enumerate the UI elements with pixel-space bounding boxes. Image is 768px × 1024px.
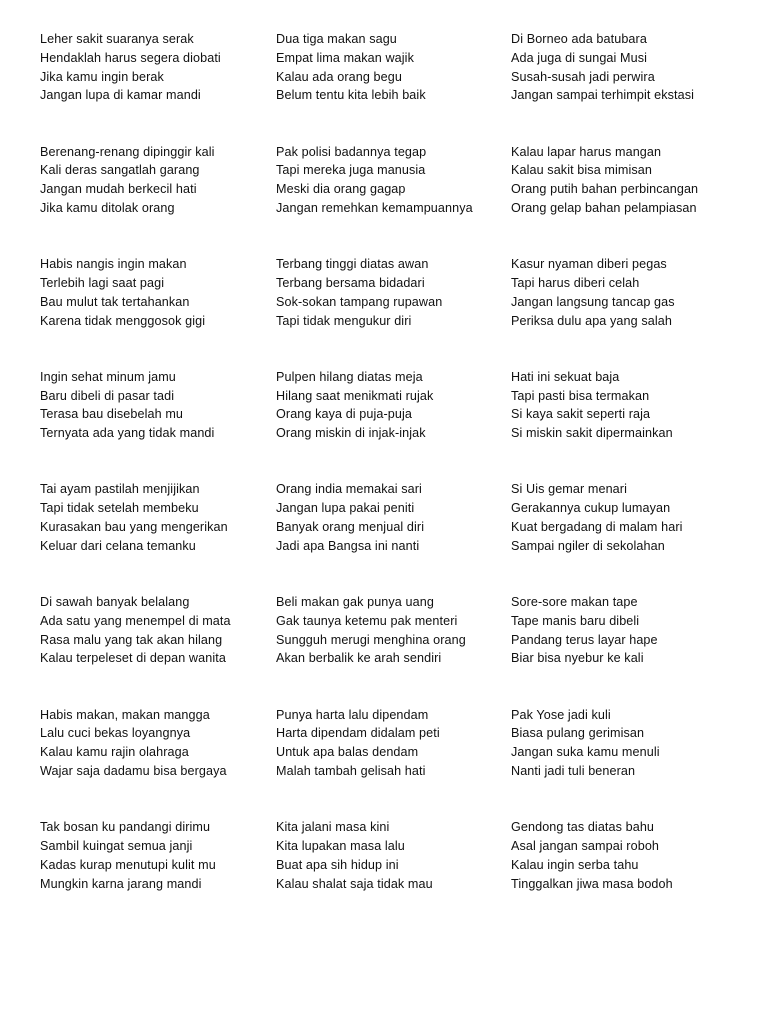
pantun-grid xyxy=(40,30,760,931)
pantun-line: Malah tambah gelisah hati xyxy=(276,763,426,778)
pantun-line: Tape manis baru dibeli xyxy=(511,613,640,628)
pantun-line: Ada satu yang menempel di mata xyxy=(40,613,231,628)
pantun-line: Pulpen hilang diatas meja xyxy=(276,369,423,384)
pantun-line: Hati ini sekuat baja xyxy=(511,369,620,384)
pantun-line: Jadi apa Bangsa ini nanti xyxy=(276,538,420,553)
pantun-line: Terlebih lagi saat pagi xyxy=(40,275,165,290)
pantun-line: Hilang saat menikmati rujak xyxy=(276,388,434,403)
pantun-line: Terbang tinggi diatas awan xyxy=(276,257,429,272)
pantun-line: Tapi pasti bisa termakan xyxy=(511,388,650,403)
pantun-line: Rasa malu yang tak akan hilang xyxy=(40,632,223,647)
pantun-line: Kalau lapar harus mangan xyxy=(511,144,662,159)
pantun-stanza xyxy=(40,143,276,256)
pantun-stanza xyxy=(276,706,511,819)
pantun-line: Habis makan, makan mangga xyxy=(40,707,210,722)
pantun-stanza xyxy=(511,368,760,481)
pantun-line: Orang gelap bahan pelampiasan xyxy=(511,200,697,215)
pantun-line: Keluar dari celana temanku xyxy=(40,538,196,553)
pantun-line: Sampai ngiler di sekolahan xyxy=(511,538,665,553)
pantun-stanza xyxy=(511,593,760,706)
pantun-stanza xyxy=(276,368,511,481)
pantun-line: Dua tiga makan sagu xyxy=(276,32,397,46)
pantun-line: Kalau sakit bisa mimisan xyxy=(511,163,652,178)
pantun-line: Jangan sampai terhimpit ekstasi xyxy=(511,88,694,103)
pantun-line: Mungkin karna jarang mandi xyxy=(40,876,202,891)
pantun-line: Habis nangis ingin makan xyxy=(40,257,187,272)
pantun-line: Terasa bau disebelah mu xyxy=(40,407,184,422)
pantun-line: Baru dibeli di pasar tadi xyxy=(40,388,175,403)
pantun-line: Jangan langsung tancap gas xyxy=(511,294,675,309)
pantun-line: Ada juga di sungai Musi xyxy=(511,50,648,65)
pantun-line: Jika kamu ditolak orang xyxy=(40,200,175,215)
pantun-line: Si miskin sakit dipermainkan xyxy=(511,426,673,441)
pantun-line: Tinggalkan jiwa masa bodoh xyxy=(511,876,673,891)
pantun-line: Sambil kuingat semua janji xyxy=(40,838,193,853)
pantun-stanza xyxy=(511,480,760,593)
pantun-stanza xyxy=(511,30,760,143)
pantun-stanza xyxy=(40,480,276,593)
pantun-line: Punya harta lalu dipendam xyxy=(276,707,429,722)
pantun-line: Kita jalani masa kini xyxy=(276,820,390,835)
pantun-line: Tapi tidak setelah membeku xyxy=(40,501,199,516)
pantun-line: Orang india memakai sari xyxy=(276,482,422,497)
pantun-stanza xyxy=(276,818,511,931)
pantun-line: Kasur nyaman diberi pegas xyxy=(511,257,667,272)
pantun-line: Pandang terus layar hape xyxy=(511,632,658,647)
pantun-line: Ingin sehat minum jamu xyxy=(40,369,176,384)
pantun-line: Pak polisi badannya tegap xyxy=(276,144,427,159)
pantun-line: Empat lima makan wajik xyxy=(276,50,414,65)
pantun-line: Hendaklah harus segera diobati xyxy=(40,50,221,65)
pantun-line: Tai ayam pastilah menjijikan xyxy=(40,482,200,497)
pantun-line: Pak Yose jadi kuli xyxy=(511,707,611,722)
pantun-stanza xyxy=(511,818,760,931)
pantun-line: Periksa dulu apa yang salah xyxy=(511,313,672,328)
pantun-line: Wajar saja dadamu bisa bergaya xyxy=(40,763,227,778)
pantun-line: Biar bisa nyebur ke kali xyxy=(511,651,644,666)
pantun-stanza xyxy=(511,255,760,368)
pantun-line: Berenang-renang dipinggir kali xyxy=(40,144,215,159)
pantun-line: Terbang bersama bidadari xyxy=(276,275,425,290)
pantun-line: Kalau shalat saja tidak mau xyxy=(276,876,433,891)
pantun-stanza xyxy=(40,30,276,143)
pantun-line: Lalu cuci bekas loyangnya xyxy=(40,726,191,741)
pantun-line: Si kaya sakit seperti raja xyxy=(511,407,651,422)
pantun-line: Jangan lupa pakai peniti xyxy=(276,501,415,516)
pantun-stanza xyxy=(40,706,276,819)
pantun-line: Tapi tidak mengukur diri xyxy=(276,313,412,328)
pantun-line: Biasa pulang gerimisan xyxy=(511,726,645,741)
pantun-line: Kadas kurap menutupi kulit mu xyxy=(40,857,216,872)
pantun-line: Banyak orang menjual diri xyxy=(276,519,425,534)
pantun-line: Jika kamu ingin berak xyxy=(40,69,164,84)
pantun-line: Bau mulut tak tertahankan xyxy=(40,294,190,309)
pantun-line: Jangan lupa di kamar mandi xyxy=(40,88,201,103)
pantun-stanza xyxy=(511,706,760,819)
pantun-stanza xyxy=(40,255,276,368)
pantun-line: Si Uis gemar menari xyxy=(511,482,627,497)
pantun-line: Kuat bergadang di malam hari xyxy=(511,519,683,534)
pantun-line: Karena tidak menggosok gigi xyxy=(40,313,206,328)
pantun-line: Asal jangan sampai roboh xyxy=(511,838,660,853)
pantun-line: Gendong tas diatas bahu xyxy=(511,820,655,835)
pantun-stanza xyxy=(276,255,511,368)
pantun-line: Jangan suka kamu menuli xyxy=(511,745,660,760)
pantun-line: Harta dipendam didalam peti xyxy=(276,726,440,741)
pantun-line: Meski dia orang gagap xyxy=(276,182,406,197)
pantun-line: Akan berbalik ke arah sendiri xyxy=(276,651,442,666)
pantun-line: Orang putih bahan perbincangan xyxy=(511,182,699,197)
pantun-line: Gak taunya ketemu pak menteri xyxy=(276,613,458,628)
pantun-line: Untuk apa balas dendam xyxy=(276,745,419,760)
pantun-stanza xyxy=(40,368,276,481)
pantun-stanza xyxy=(40,818,276,931)
pantun-line: Belum tentu kita lebih baik xyxy=(276,88,426,103)
pantun-line: Ternyata ada yang tidak mandi xyxy=(40,426,215,441)
pantun-line: Buat apa sih hidup ini xyxy=(276,857,399,872)
pantun-line: Tak bosan ku pandangi dirimu xyxy=(40,820,211,835)
pantun-line: Kalau ingin serba tahu xyxy=(511,857,639,872)
pantun-line: Nanti jadi tuli beneran xyxy=(511,763,636,778)
pantun-stanza xyxy=(276,30,511,143)
pantun-line: Leher sakit suaranya serak xyxy=(40,32,194,46)
pantun-line: Beli makan gak punya uang xyxy=(276,594,434,609)
pantun-stanza xyxy=(276,593,511,706)
pantun-line: Susah-susah jadi perwira xyxy=(511,69,655,84)
pantun-line: Kita lupakan masa lalu xyxy=(276,838,405,853)
pantun-stanza xyxy=(276,143,511,256)
pantun-line: Kalau ada orang begu xyxy=(276,69,402,84)
pantun-line: Sore-sore makan tape xyxy=(511,594,638,609)
pantun-line: Jangan mudah berkecil hati xyxy=(40,182,197,197)
pantun-line: Tapi mereka juga manusia xyxy=(276,163,426,178)
pantun-line: Di sawah banyak belalang xyxy=(40,594,190,609)
pantun-line: Kali deras sangatlah garang xyxy=(40,163,200,178)
pantun-line: Jangan remehkan kemampuannya xyxy=(276,200,473,215)
pantun-line: Kurasakan bau yang mengerikan xyxy=(40,519,228,534)
pantun-line: Sungguh merugi menghina orang xyxy=(276,632,466,647)
pantun-line: Di Borneo ada batubara xyxy=(511,32,647,46)
pantun-line: Tapi harus diberi celah xyxy=(511,275,640,290)
pantun-line: Orang kaya di puja-puja xyxy=(276,407,413,422)
pantun-line: Kalau terpeleset di depan wanita xyxy=(40,651,226,666)
pantun-line: Orang miskin di injak-injak xyxy=(276,426,426,441)
pantun-line: Kalau kamu rajin olahraga xyxy=(40,745,189,760)
pantun-stanza xyxy=(511,143,760,256)
pantun-stanza xyxy=(40,593,276,706)
pantun-stanza xyxy=(276,480,511,593)
pantun-line: Sok-sokan tampang rupawan xyxy=(276,294,443,309)
pantun-line: Gerakannya cukup lumayan xyxy=(511,501,671,516)
